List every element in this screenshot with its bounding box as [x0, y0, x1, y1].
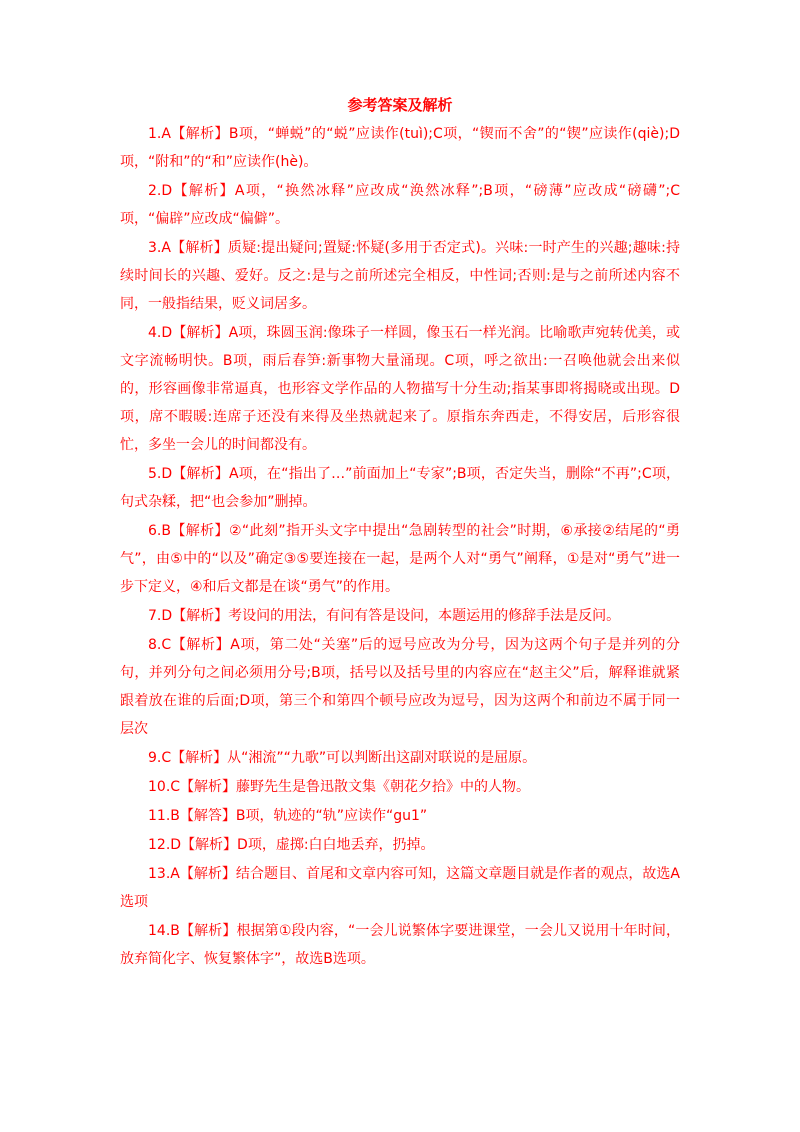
answer-list	[120, 120, 680, 974]
answer-item-6: 6.B【解析】②“此刻”指开头文字中提出“急剧转型的社会”时期，⑥承接②结尾的“勇气”，由⑤中的“以及”确定③⑤要连接在一起，是两个人对“勇气”阐释，①是对“勇气”进一步下定义，④和后文都是在谈“勇气”的作用。	[120, 523, 680, 595]
answer-item-10: 10.C【解析】藤野先生是鲁迅散文集《朝花夕拾》中的人物。	[148, 779, 531, 795]
answer-item-8: 8.C【解析】A项，第二处“关塞”后的逗号应改为分号，因为这两个句子是并列的分句，并列分句之间必须用分号;B项，括号以及括号里的内容应在“赵主父”后，解释谁就紧跟着放在谁的后面;D项，第三个和第四个顿号应改为逗号，因为这两个和前边不属于同一层次	[120, 637, 680, 737]
answer-item-1: 1.A【解析】B项，“蝉蜕”的“蜕”应读作(tuì);C项，“锲而不舍”的“锲”应读作(qiè);D项，“附和”的“和”应读作(hè)。	[120, 126, 680, 170]
page-title: 参考答案及解析	[347, 96, 453, 114]
answer-item-14: 14.B【解析】根据第①段内容，“一会儿说繁体字要进课堂，一会儿又说用十年时间，放弃简化字、恢复繁体字”，故选B选项。	[120, 923, 680, 967]
answer-item-4: 4.D【解析】A项，珠圆玉润:像珠子一样圆，像玉石一样光润。比喻歌声宛转优美，或文字流畅明快。B项，雨后春笋:新事物大量涌现。C项，呼之欲出:一召唤他就会出来似的，形容画像非常逼真，也形容文学作品的人物描写十分生动;指某事即将揭晓或出现。D项，席不暇暖:连席子还没有来得及坐热就起来了。原指东奔西走，不得安居，后形容很忙，多坐一会儿的时间都没有。	[120, 325, 680, 453]
answer-item-3: 3.A【解析】质疑:提出疑问;置疑:怀疑(多用于否定式)。兴味:一时产生的兴趣;趣味:持续时间长的兴趣、爱好。反之:是与之前所述完全相反，中性词;否则:是与之前所述内容不同，一般指结果，贬义词居多。	[120, 240, 680, 312]
answer-item-5: 5.D【解析】A项，在“指出了…”前面加上“专家”;B项，否定失当，删除“不再”;C项，句式杂糅，把“也会参加”删掉。	[120, 466, 680, 510]
answer-item-12: 12.D【解析】D项，虚掷:白白地丢弃，扔掉。	[148, 837, 435, 853]
answer-item-7: 7.D【解析】考设问的用法，有问有答是设问，本题运用的修辞手法是反问。	[148, 608, 621, 624]
answer-item-9: 9.C【解析】从“湘流”“九歌”可以判断出这副对联说的是屈原。	[148, 750, 537, 766]
answer-item-2: 2.D【解析】A项，“换然冰释”应改成“涣然冰释”;B项，“磅薄”应改成“磅礴”;C项，“偏辟”应改成“偏僻”。	[120, 183, 680, 227]
answer-item-11: 11.B【解答】B项，轨迹的“轨”应读作“gu1”	[148, 808, 428, 824]
answer-item-13: 13.A【解析】结合题目、首尾和文章内容可知，这篇文章题目就是作者的观点，故选A选项	[120, 866, 680, 910]
